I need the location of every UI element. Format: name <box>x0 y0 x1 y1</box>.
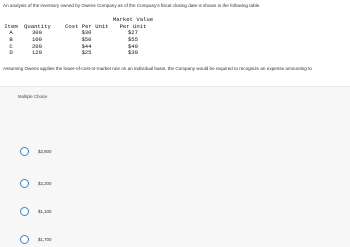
cell-quantity: 120 <box>31 49 43 57</box>
cell-market: $55 <box>127 36 139 44</box>
cell-cost: $50 <box>81 36 92 44</box>
header-quantity: Quantity <box>24 22 51 30</box>
multiple-choice-label: Multiple Choice <box>18 94 48 99</box>
cell-item: D <box>9 49 13 57</box>
cell-market: $27 <box>127 29 139 37</box>
header-per-unit: Per Unit <box>119 22 147 30</box>
answer-option[interactable] <box>20 147 160 159</box>
radio-button-icon[interactable] <box>20 235 29 244</box>
answer-option-label: $1,100 <box>38 209 52 214</box>
answer-option[interactable] <box>20 235 160 247</box>
cell-cost: $44 <box>81 42 92 50</box>
cell-cost: $30 <box>81 29 92 37</box>
cell-market: $30 <box>127 49 139 57</box>
answer-option[interactable] <box>20 207 160 219</box>
header-item: Item <box>4 22 18 30</box>
cell-market: $40 <box>127 42 139 50</box>
question-intro: An analysis of the inventory owned by Owens Company as of the Company's fiscal closing date is shown in the following table. <box>3 3 261 8</box>
answer-panel <box>0 86 350 247</box>
radio-button-icon[interactable] <box>20 147 29 156</box>
cell-item: B <box>9 36 13 44</box>
cell-quantity: 300 <box>31 29 43 37</box>
question-prompt: Assuming Owens applies the lower-of-cost-or-market rule on an individual basis, the Company would be required to recognize an expense amounting to <box>3 66 312 71</box>
header-market-value: Market Value <box>112 16 154 23</box>
answer-option-label: $2,200 <box>38 181 52 186</box>
cell-quantity: 100 <box>31 36 43 44</box>
answer-option-label: $1,700 <box>38 237 52 242</box>
cell-item: A <box>9 29 13 37</box>
radio-button-icon[interactable] <box>20 179 29 188</box>
cell-cost: $25 <box>81 49 92 57</box>
cell-item: C <box>9 42 13 50</box>
header-cost-per-unit: Cost Per Unit <box>65 22 109 30</box>
answer-option[interactable] <box>20 179 160 191</box>
cell-quantity: 200 <box>31 42 43 50</box>
radio-button-icon[interactable] <box>20 207 29 216</box>
answer-option-label: $2,800 <box>38 149 52 154</box>
